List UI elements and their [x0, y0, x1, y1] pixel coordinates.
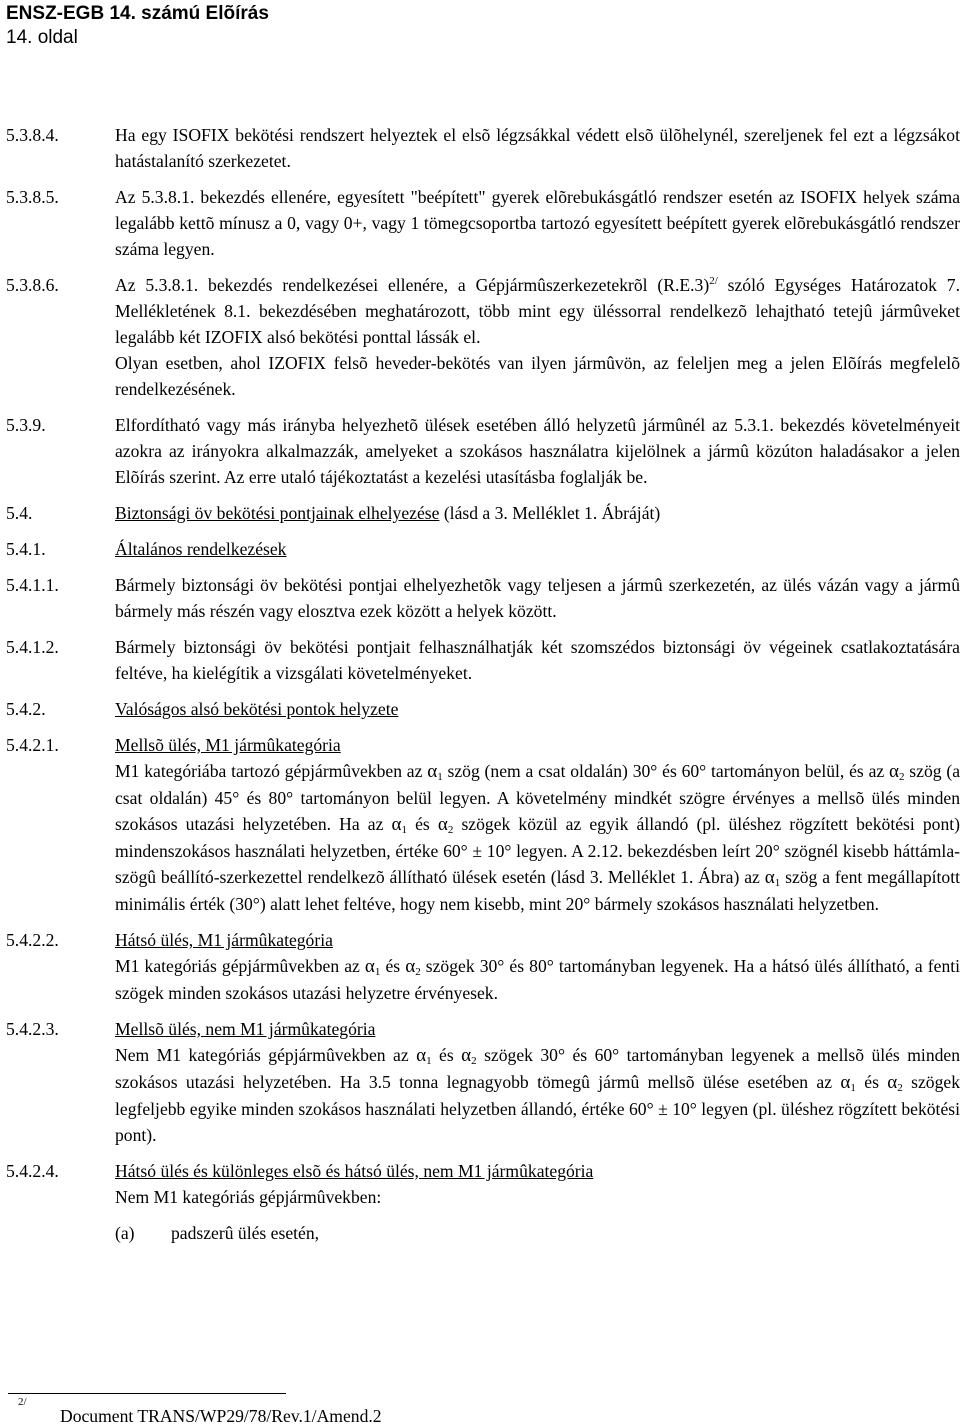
subscript: 2 [415, 966, 421, 978]
section-text [115, 1158, 960, 1246]
subscript: 2 [447, 824, 454, 836]
document-body [6, 122, 960, 1256]
alpha-symbol: α [887, 1072, 898, 1093]
section-5-3-8-6 [6, 272, 960, 402]
section-number: 5.4.1. [6, 539, 46, 559]
section-5-4-1-2 [6, 634, 960, 686]
section-number: 5.3.8.5. [6, 187, 59, 207]
subscript: 1 [426, 1055, 432, 1067]
section-number: 5.4. [6, 503, 33, 523]
section-text [115, 272, 960, 402]
section-number: 5.4.1.2. [6, 637, 59, 657]
paragraph: Nem M1 kategóriás gépjármûvekben: [115, 1187, 382, 1207]
section-text [115, 927, 960, 1006]
text-run: M1 kategóriás gépjármûvekben az [115, 956, 365, 976]
text-run: szög a fent megállapított minimális érték (30°) alatt lehet feltéve, hogy nem kisebb, mint 20° bármely szokásos használati helyzetben. [115, 867, 960, 914]
section-5-4-2-1 [6, 732, 960, 917]
alpha-symbol: α [437, 814, 448, 835]
text-run: szögek 30° és 80° tartományban legyenek. Ha a hátsó ülés állítható, a fenti szögek minden szokásos utazási helyzetre érvényesek. [115, 956, 960, 1003]
section-number: 5.4.2.2. [6, 930, 59, 950]
alpha-symbol: α [364, 956, 375, 977]
list-item-text: padszerû ülés esetén, [171, 1223, 320, 1243]
paragraph [115, 1042, 960, 1148]
section-number: 5.3.9. [6, 415, 46, 435]
subscript: 1 [437, 771, 443, 783]
paragraph [115, 953, 960, 1006]
section-5-3-9 [6, 412, 960, 490]
heading-text: Biztonsági öv bekötési pontjainak elhelyezése [115, 503, 440, 523]
footnote-mark: 2/ [18, 1396, 27, 1408]
text-run: M1 kategóriába tartozó gépjármûvekben az [115, 761, 428, 781]
alpha-symbol: α [416, 1045, 427, 1066]
section-number: 5.4.2.4. [6, 1161, 59, 1181]
text-run: szóló Egységes Határozatok 7. Mellékletének 8.1. bekezdésében meghatározott, több mint egy üléssorral rendelkezõ lehajtható tetejû jármûveket legalább két IZOFIX alsó bekötési ponttal lássák el. [115, 275, 960, 347]
text-run: és [380, 956, 406, 976]
subscript: 2 [897, 1082, 903, 1094]
text-run: Az 5.3.8.1. bekezdés rendelkezései ellenére, a Gépjármûszerkezetekrõl (R.E.3) [115, 275, 710, 295]
section-5-3-8-4 [6, 122, 960, 174]
section-text: Az 5.3.8.1. bekezdés ellenére, egyesített "beépített" gyerek elõrebukásgátló rendszer esetén az ISOFIX helyek száma legalább kettõ mínusz a 0, vagy 0+, vagy 1 tömegcsoportba tartozó egyesített beépített gyerek elõrebukásgátló rendszer száma legyen. [115, 187, 960, 259]
list-item [115, 1220, 960, 1246]
section-5-4-2-4 [6, 1158, 960, 1246]
subscript: 1 [850, 1082, 856, 1094]
subscript: 1 [774, 877, 781, 889]
text-run: szög (nem a csat oldalán) 30° és 60° tartományon belül, és az [442, 761, 890, 781]
subscript: 1 [401, 824, 407, 836]
document-title: ENSZ-EGB 14. számú Elõírás [6, 3, 269, 24]
heading-text: Mellsõ ülés, M1 jármûkategória [115, 735, 341, 755]
section-text [115, 732, 960, 917]
section-5-4-2-2 [6, 927, 960, 1006]
page-number: 14. oldal [6, 27, 78, 48]
section-number: 5.4.2.1. [6, 735, 59, 755]
heading-text: Általános rendelkezések [115, 539, 287, 559]
heading-tail: (lásd a 3. Melléklet 1. Ábráját) [439, 503, 661, 523]
section-5-4-2-3 [6, 1016, 960, 1148]
section-heading [115, 1158, 960, 1184]
section-number: 5.3.8.6. [6, 275, 59, 295]
alpha-symbol: α [461, 1045, 472, 1066]
paragraph [115, 758, 960, 917]
subscript: 2 [898, 771, 905, 783]
text-run: szögek 30° és 60° tartományban legyenek a mellsõ ülés minden szokásos utazási helyzetében. Ha 3.5 tonna legnagyobb tömegû jármû mellsõ ülése esetében az [115, 1045, 960, 1092]
list-item-label: (a) [115, 1223, 135, 1243]
heading-text: Hátsó ülés, M1 jármûkategória [115, 930, 333, 950]
section-text [115, 1016, 960, 1148]
alpha-symbol: α [405, 956, 416, 977]
section-5-4-1 [6, 536, 960, 562]
heading-text: Valóságos alsó bekötési pontok helyzete [115, 699, 399, 719]
alpha-symbol: α [427, 761, 438, 782]
alpha-symbol: α [840, 1072, 851, 1093]
section-text: Bármely biztonsági öv bekötési pontjai elhelyezhetõk vagy teljesen a jármû szerkezetén, az ülés vázán vagy a jármû bármely más részén vagy elosztva ezek között a helyek között. [115, 575, 960, 621]
text-run: Nem M1 kategóriás gépjármûvekben az [115, 1045, 417, 1065]
section-5-4-2 [6, 696, 960, 722]
section-heading [115, 696, 960, 722]
heading-text: Mellsõ ülés, nem M1 jármûkategória [115, 1019, 376, 1039]
alpha-symbol: α [764, 867, 775, 888]
section-5-4 [6, 500, 960, 526]
section-number: 5.4.1.1. [6, 575, 59, 595]
paragraph: Olyan esetben, ahol IZOFIX felsõ heveder-bekötés van ilyen jármûvön, az feleljen meg a jelen Elõírás megfelelõ rendelkezésének. [115, 353, 960, 399]
section-text: Bármely biztonsági öv bekötési pontjait felhasználhatják két szomszédos biztonsági öv végeinek csatlakoztatására feltéve, ha kielégítik a vizsgálati követelményeket. [115, 637, 960, 683]
section-text: Ha egy ISOFIX bekötési rendszert helyeztek el elsõ légzsákkal védett elsõ ülõhelynél, szereljenek fel ezt a légzsákot hatástalanító szerkezetet. [115, 125, 960, 171]
section-text: Elfordítható vagy más irányba helyezhetõ ülések esetében álló helyzetû jármûnél az 5.3.1. bekezdés követelményeit azokra az irányokra alkalmazzák, amelyeket a szokásos használatra kijelölnek a jármû közúton haladásakor a jelen Elõírás szerint. Az erre utaló tájékoztatást a kezelési utasításba foglalják be. [115, 415, 960, 487]
section-number: 5.3.8.4. [6, 125, 59, 145]
text-run: és [855, 1072, 888, 1092]
subscript: 2 [471, 1055, 477, 1067]
text-run: és [406, 814, 438, 834]
section-5-3-8-5 [6, 184, 960, 262]
heading-text: Hátsó ülés és különleges elsõ és hátsó ülés, nem M1 jármûkategória [115, 1161, 594, 1181]
section-heading [115, 500, 960, 526]
footnote-text: Document TRANS/WP29/78/Rev.1/Amend.2 [60, 1406, 382, 1426]
alpha-symbol: α [889, 761, 899, 782]
section-heading [115, 536, 960, 562]
footnote-divider [8, 1393, 286, 1394]
section-heading [115, 1016, 960, 1042]
footnote-ref[interactable]: 2/ [709, 275, 718, 287]
text-run: és [431, 1045, 462, 1065]
section-number: 5.4.2.3. [6, 1019, 59, 1039]
text-run: szögek közül az egyik állandó (pl. üléshez rögzített bekötési pont) mindenszokásos használati helyzetben, értéke 60° ± 10° legyen. A 2.12. bekezdésben leírt 20° szögnél kisebb háttámla-szögû beállító-szerkezettel rendelkezõ állítható ülések esetén (lásd 3. Melléklet 1. Ábra) az [115, 814, 960, 887]
section-heading [115, 732, 960, 758]
paragraph [115, 272, 960, 350]
section-heading [115, 927, 960, 953]
page-header [6, 2, 269, 50]
text-run: szögek legfeljebb egyike minden szokásos használati helyzetben állandó, értéke 60° ± 10° legyen (pl. üléshez rögzített bekötési pont). [115, 1072, 960, 1145]
section-5-4-1-1 [6, 572, 960, 624]
section-number: 5.4.2. [6, 699, 46, 719]
subscript: 1 [374, 966, 381, 978]
text-run: szög (a csat oldalán) 45° és 80° tartományon belül legyen. A követelmény mindkét szögre érvényes a mellsõ ülés minden szokásos utazási helyzetében. Ha az [115, 761, 960, 834]
alpha-symbol: α [391, 814, 402, 835]
